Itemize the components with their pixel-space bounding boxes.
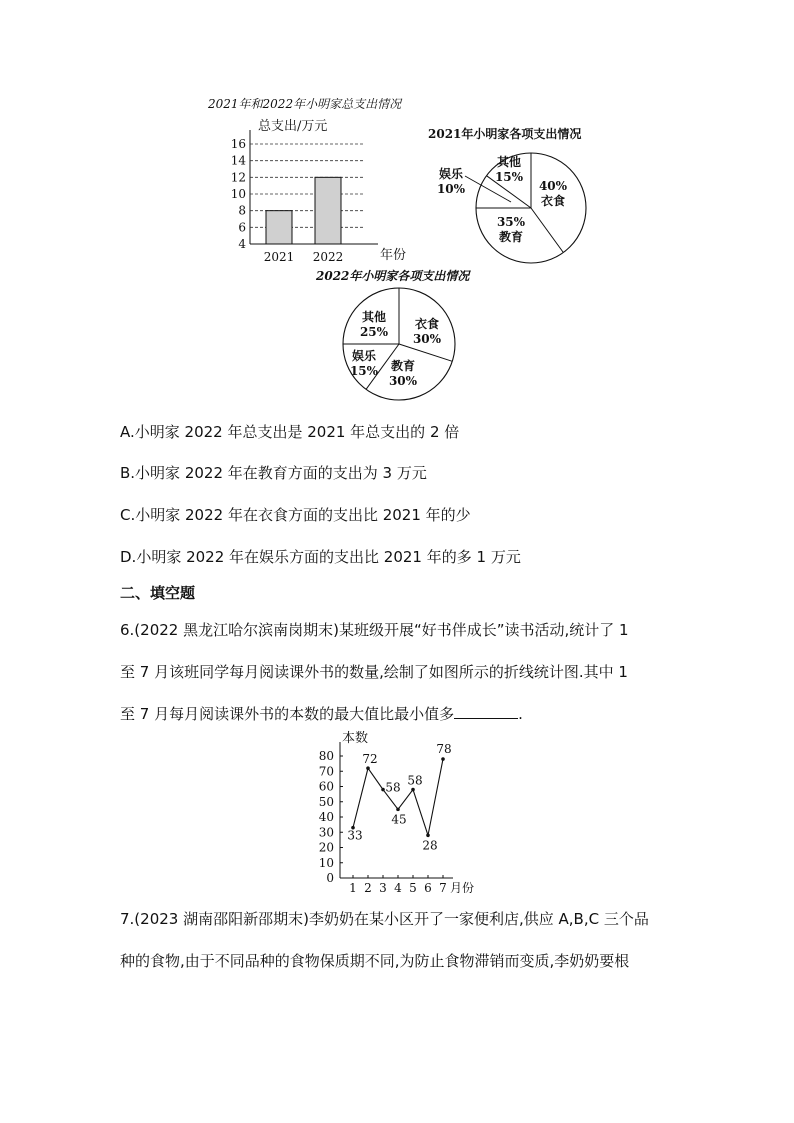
line-x-tick-label: 3 <box>379 881 387 895</box>
pie-slice-percent: 教育 <box>498 230 524 244</box>
bar-chart-ylabel: 总支出/万元 <box>258 119 328 134</box>
option-b: B.小明家 2022 年在教育方面的支出为 3 万元 <box>120 464 427 482</box>
pie-slice-percent: 15% <box>494 170 524 184</box>
bar-chart-total-expense <box>200 92 407 264</box>
bar-y-tick-label: 4 <box>238 237 246 251</box>
pie-slice-name: 娱乐 <box>438 167 464 181</box>
line-x-tick-label: 7 <box>439 881 447 895</box>
line-y-tick-label: 20 <box>318 840 334 855</box>
bar-y-tick-label: 14 <box>230 153 246 168</box>
line-data-label: 78 <box>436 742 452 757</box>
line-point <box>396 808 400 812</box>
bar-chart-xlabel: 年份 <box>380 248 407 263</box>
pie-slice-name: 其他 <box>496 155 522 169</box>
line-y-tick-label: 70 <box>318 764 334 779</box>
pie-2021-title: 2021年小明家各项支出情况 <box>428 127 582 141</box>
line-data-label: 58 <box>407 773 423 788</box>
line-point <box>381 788 385 792</box>
bar-y-tick-label: 8 <box>238 203 246 218</box>
line-y-tick-label: 80 <box>318 749 334 763</box>
bar-y-tick-label: 6 <box>238 220 246 235</box>
bar-chart-title: 2021年和2022年小明家总支出情况 <box>208 97 402 111</box>
pie-slice-name: 其他 <box>361 310 387 324</box>
pie-slice-percent: 30% <box>412 332 442 346</box>
pie-2022-title: 2022年小明家各项支出情况 <box>316 269 470 283</box>
option-c: C.小明家 2022 年在衣食方面的支出比 2021 年的少 <box>120 506 471 524</box>
pie-slice-name: 35% <box>496 215 526 229</box>
line-data-label: 33 <box>347 828 363 843</box>
q6-line-1: 6.(2022 黑龙江哈尔滨南岗期末)某班级开展“好书伴成长”读书活动,统计了 1 <box>120 621 629 639</box>
q6-line-2: 至 7 月该班同学每月阅读课外书的数量,绘制了如图所示的折线统计图.其中 1 <box>120 663 628 681</box>
pie-slice-percent: 30% <box>388 374 418 388</box>
bar-y-tick-label: 16 <box>230 137 246 151</box>
line-y-tick-label: 60 <box>318 779 334 794</box>
line-x-tick-label: 1 <box>349 881 357 895</box>
q7-line-1: 7.(2023 湖南邵阳新邵期末)李奶奶在某小区开了一家便利店,供应 A,B,C 三个品 <box>120 910 649 928</box>
pie-slice-percent: 10% <box>436 182 466 196</box>
bar-x-tick-label: 2022 <box>312 250 344 264</box>
line-x-tick-label: 4 <box>394 881 402 895</box>
line-y-tick-label: 10 <box>318 855 334 870</box>
option-a: A.小明家 2022 年总支出是 2021 年总支出的 2 倍 <box>120 423 460 441</box>
pie-slice-name: 教育 <box>390 359 416 373</box>
line-data-label: 28 <box>422 838 438 853</box>
pie-chart-2022 <box>310 264 490 404</box>
pie-slice-percent: 衣食 <box>540 194 566 208</box>
line-x-tick-label: 6 <box>424 881 432 895</box>
pie-slice-percent: 25% <box>359 325 389 339</box>
q6-line-3 <box>120 703 523 724</box>
q6-line-3-end: . <box>518 705 523 723</box>
bar-x-tick-label: 2021 <box>263 250 295 264</box>
bar-y-tick-label: 10 <box>230 187 246 201</box>
line-y-tick-label: 0 <box>326 871 334 885</box>
line-chart-monthly-reading <box>300 728 490 898</box>
line-data-label: 45 <box>391 812 407 827</box>
line-point <box>366 766 370 770</box>
line-point <box>411 788 415 792</box>
section-heading: 二、填空题 <box>120 584 196 602</box>
pie-slice-name: 40% <box>538 179 568 193</box>
line-chart-ylabel: 本数 <box>342 731 369 746</box>
pie-chart-2021 <box>420 120 620 270</box>
line-data-label: 72 <box>362 752 378 767</box>
line-x-tick-label: 2 <box>364 881 372 895</box>
line-point <box>441 757 445 761</box>
bar <box>266 211 292 244</box>
q6-line-3-text: 至 7 月每月阅读课外书的本数的最大值比最小值多 <box>120 705 455 723</box>
line-chart-xlabel: 月份 <box>450 881 475 895</box>
option-d: D.小明家 2022 年在娱乐方面的支出比 2021 年的多 1 万元 <box>120 548 521 566</box>
answer-blank[interactable] <box>454 706 518 719</box>
line-y-tick-label: 40 <box>318 810 334 824</box>
line-data-label: 58 <box>385 780 401 795</box>
line-x-tick-label: 5 <box>409 881 417 895</box>
line-y-tick-label: 30 <box>318 825 334 840</box>
bar-y-tick-label: 12 <box>230 170 246 185</box>
pie-slice-percent: 15% <box>349 364 379 378</box>
q7-line-2: 种的食物,由于不同品种的食物保质期不同,为防止食物滞销而变质,李奶奶要根 <box>120 952 630 970</box>
pie-slice-name: 娱乐 <box>351 349 377 363</box>
line-point <box>426 834 430 838</box>
line-y-tick-label: 50 <box>318 794 334 809</box>
bar <box>315 177 341 244</box>
pie-slice-name: 衣食 <box>414 317 440 331</box>
